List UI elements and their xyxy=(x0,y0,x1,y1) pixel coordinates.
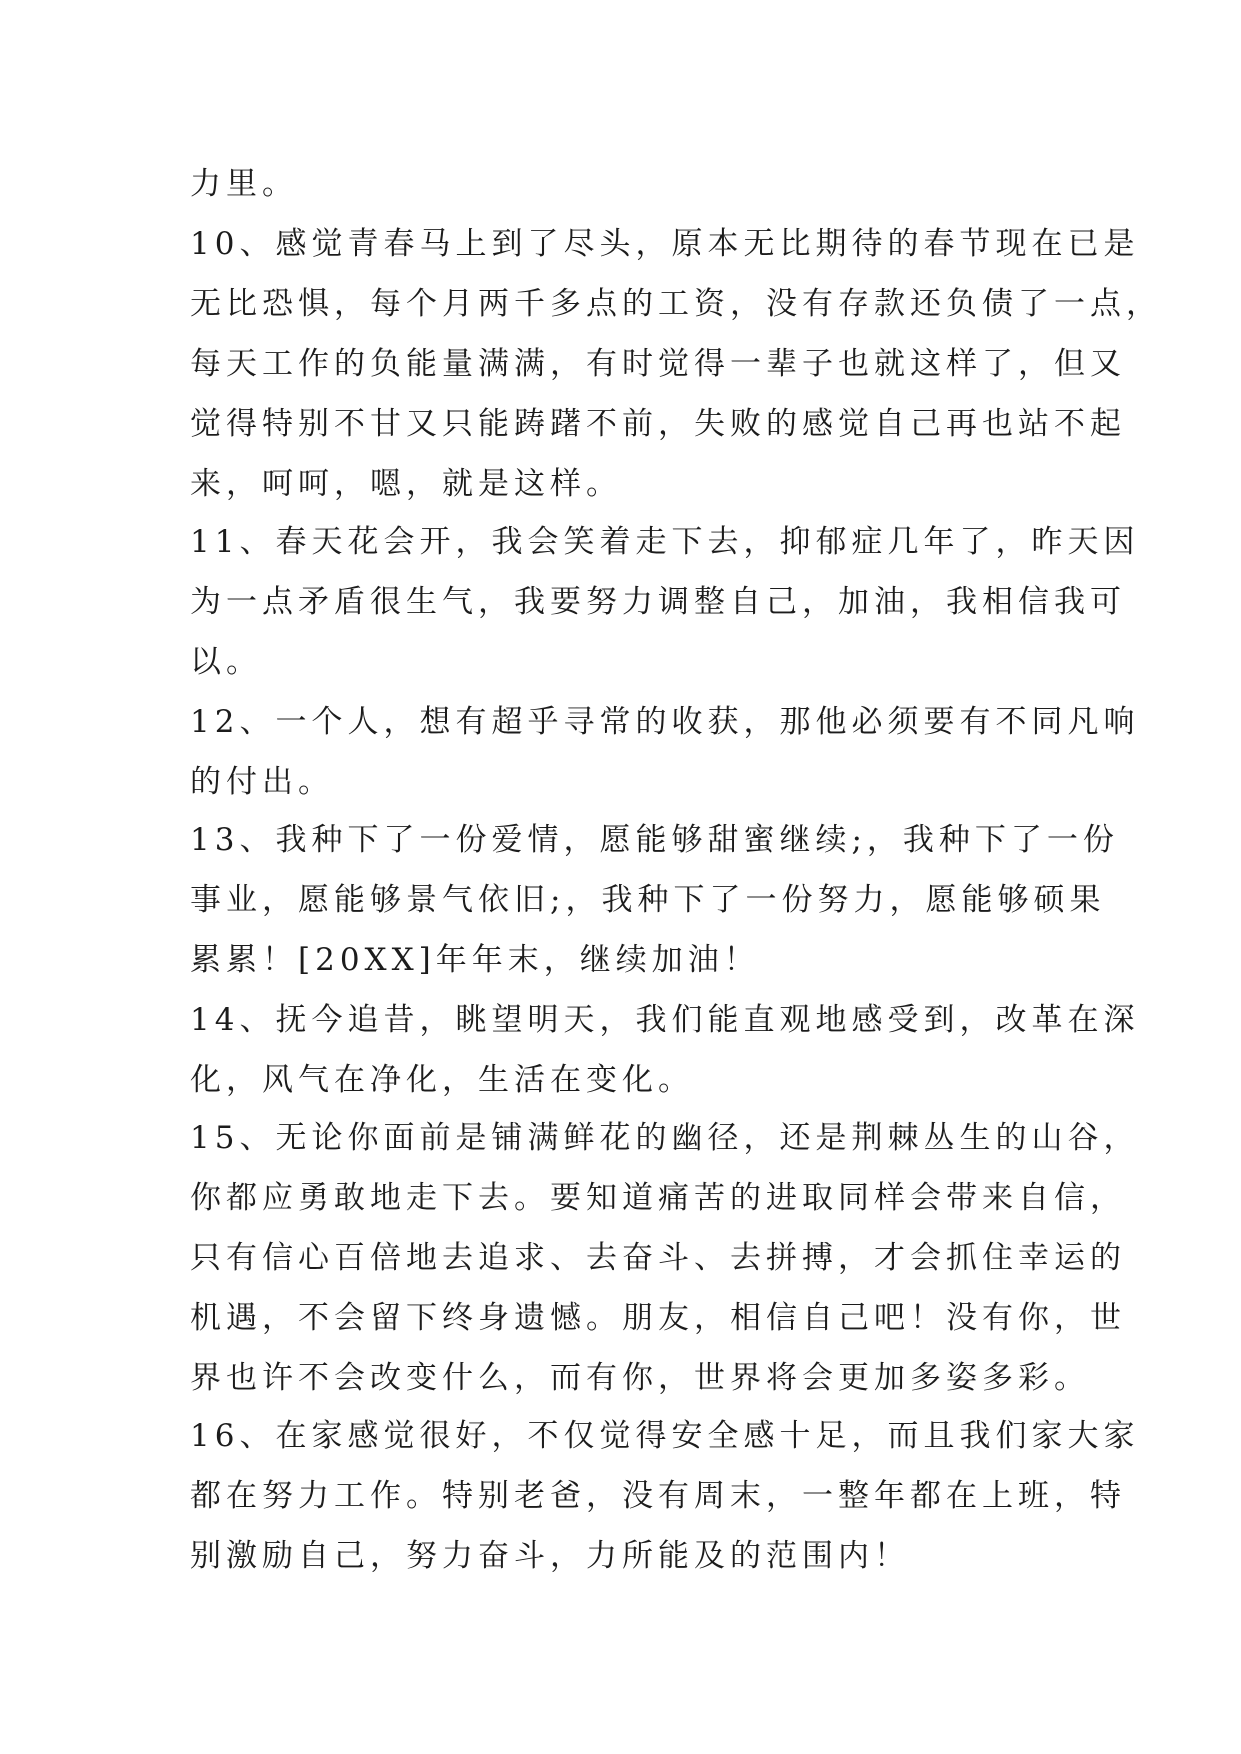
text-line: 16、在家感觉很好，不仅觉得安全感十足，而且我们家大家 xyxy=(190,1418,1140,1454)
text-line: 你都应勇敢地走下去。要知道痛苦的进取同样会带来自信， xyxy=(190,1180,1126,1216)
text-line: 每天工作的负能量满满，有时觉得一辈子也就这样了，但又 xyxy=(190,346,1126,382)
text-line: 10、感觉青春马上到了尽头，原本无比期待的春节现在已是 xyxy=(190,226,1140,262)
text-line: 别激励自己，努力奋斗，力所能及的范围内！ xyxy=(190,1538,910,1574)
text-line: 11、春天花会开，我会笑着走下去，抑郁症几年了，昨天因 xyxy=(190,524,1140,560)
text-line: 13、我种下了一份爱情，愿能够甜蜜继续;，我种下了一份 xyxy=(190,822,1119,858)
text-line: 累累！[20XX]年年末，继续加油！ xyxy=(190,942,760,978)
text-line: 14、抚今追昔，眺望明天，我们能直观地感受到，改革在深 xyxy=(190,1002,1140,1038)
text-line: 觉得特别不甘又只能踌躇不前，失败的感觉自己再也站不起 xyxy=(190,406,1126,442)
text-line: 事业，愿能够景气依旧;，我种下了一份努力，愿能够硕果 xyxy=(190,882,1106,918)
text-line: 力里。 xyxy=(190,166,298,202)
text-line: 界也许不会改变什么，而有你，世界将会更加多姿多彩。 xyxy=(190,1360,1090,1396)
text-line: 的付出。 xyxy=(190,764,334,800)
text-line: 以。 xyxy=(190,644,262,680)
text-line: 化，风气在净化，生活在变化。 xyxy=(190,1062,694,1098)
text-line: 无比恐惧，每个月两千多点的工资，没有存款还负债了一点， xyxy=(190,286,1162,322)
text-line: 都在努力工作。特别老爸，没有周末，一整年都在上班，特 xyxy=(190,1478,1126,1514)
text-line: 12、一个人，想有超乎寻常的收获，那他必须要有不同凡响 xyxy=(190,704,1140,740)
text-line: 只有信心百倍地去追求、去奋斗、去拼搏，才会抓住幸运的 xyxy=(190,1240,1126,1276)
text-line: 来，呵呵，嗯，就是这样。 xyxy=(190,466,622,502)
text-line: 为一点矛盾很生气，我要努力调整自己，加油，我相信我可 xyxy=(190,584,1126,620)
text-line: 15、无论你面前是铺满鲜花的幽径，还是荆棘丛生的山谷， xyxy=(190,1120,1140,1156)
text-line: 机遇，不会留下终身遗憾。朋友，相信自己吧！没有你，世 xyxy=(190,1300,1126,1336)
